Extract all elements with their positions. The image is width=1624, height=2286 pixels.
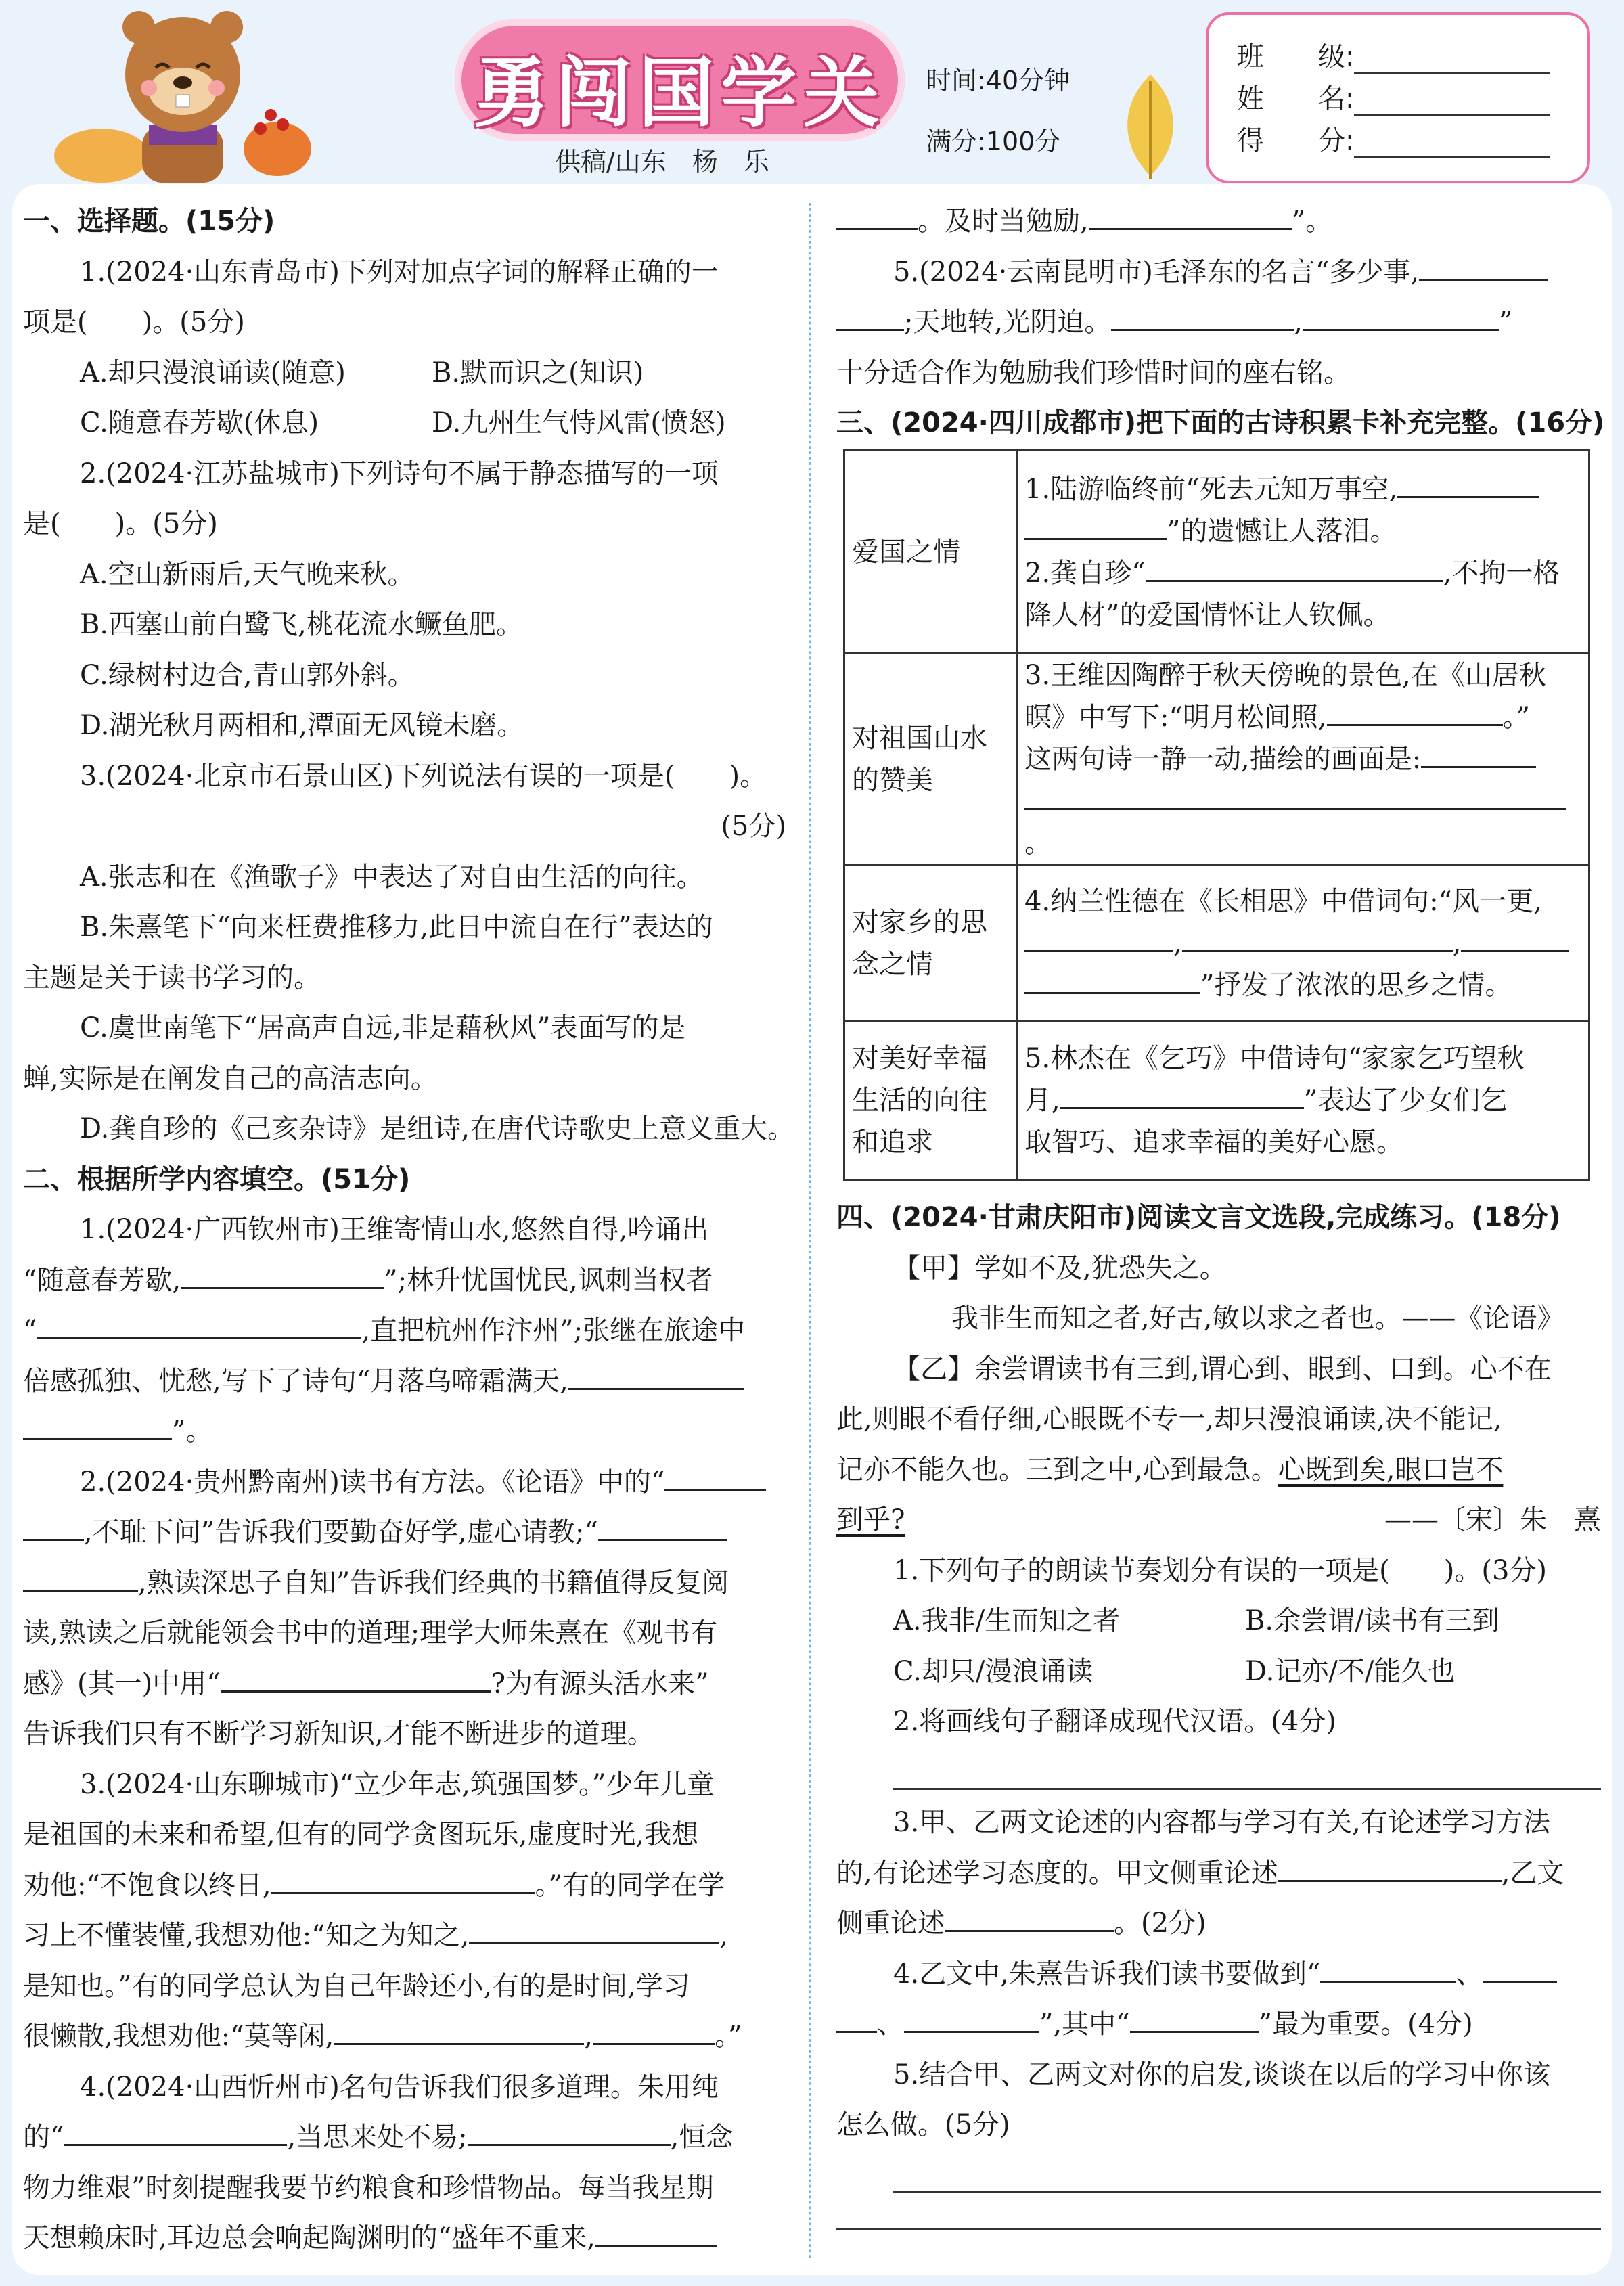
fill-q3-line5: 是知也。”有的同学总认为自己年龄还小,有的是时间,学习	[23, 1970, 690, 2002]
answer-blank[interactable]	[1320, 1954, 1456, 1983]
section-2-heading: 二、根据所学内容填空。(51分)	[23, 1163, 411, 1195]
passage-yi-2: 此,则眼不看仔细,心眼既不专一,却只漫浪诵读,决不能记,	[836, 1404, 1502, 1435]
fill-q3-line3: 劝他:“不饱食以终日, 。”有的同学在学	[23, 1860, 786, 1911]
fill-q5-line3: 十分适合作为勉励我们珍惜时间的座右铭。	[836, 357, 1351, 388]
read-q1-option-c[interactable]: C.却只/漫浪诵读	[893, 1655, 1093, 1687]
answer-blank[interactable]	[836, 201, 918, 230]
q1-options-cd	[23, 398, 786, 449]
answer-blank[interactable]	[664, 1462, 766, 1491]
answer-blank[interactable]	[64, 2117, 287, 2146]
answer-blank[interactable]	[1483, 1954, 1557, 1983]
table-category: 对美好幸福生活的向往和追求	[844, 1021, 1017, 1180]
q2-option-d[interactable]: D.湖光秋月两相和,潭面无风镜未磨。	[80, 710, 524, 741]
read-q5-stem: 5.结合甲、乙两文对你的启发,谈谈在以后的学习中你该	[893, 2059, 1550, 2090]
fill-q2-line6: 告诉我们只有不断学习新知识,才能不断进步的道理。	[23, 1718, 654, 1749]
read-q2-answer-row	[836, 1747, 1601, 1798]
fill-q1-line1: 1.(2024·广西钦州市)王维寄情山水,悠然自得,吟诵出	[80, 1214, 709, 1245]
table-row	[844, 654, 1589, 866]
passage-source: ——〔宋〕朱 熹	[1384, 1504, 1601, 1536]
fill-q1-line3: “ ,直把杭州作汴州”;张继在旅途中	[23, 1305, 786, 1356]
answer-blank[interactable]	[181, 1260, 384, 1289]
right-column	[836, 196, 1605, 449]
leaf-decoration-icon	[1110, 68, 1191, 183]
answer-blank[interactable]	[1461, 923, 1569, 952]
q1-stem: 1.(2024·山东青岛市)下列对加点字词的解释正确的一	[80, 256, 719, 288]
read-q1-options-ab	[836, 1596, 1601, 1646]
answer-blank[interactable]	[1278, 1853, 1502, 1882]
answer-blank[interactable]	[1089, 201, 1292, 230]
class-row	[1237, 35, 1550, 74]
passage-yi-4: 到乎? ——〔宋〕朱 熹	[836, 1495, 1601, 1546]
answer-line[interactable]	[893, 2151, 1601, 2193]
table-content: 5.林杰在《乞巧》中借诗句“家家乞巧望秋 月, ”表达了少女们乞 取智巧、追求幸福的美好心愿。	[1017, 1021, 1589, 1180]
right-column-lower	[836, 1192, 1601, 2251]
class-label: 班 级:	[1237, 41, 1355, 72]
score-row	[1237, 119, 1550, 158]
name-label: 姓 名:	[1237, 83, 1355, 114]
answer-blank[interactable]	[271, 1865, 535, 1894]
fill-q2-line2: ,不耻下问”告诉我们要勤奋好学,虚心请教;“	[23, 1507, 786, 1558]
read-q1-option-a[interactable]: A.我非/生而知之者	[893, 1605, 1121, 1636]
answer-blank[interactable]	[1060, 1080, 1304, 1109]
read-q4-line2: 、 ”,其中“ ”最为重要。(4分)	[836, 1999, 1601, 2050]
answer-blank[interactable]	[23, 1411, 172, 1440]
read-q5-answer-row-2	[836, 2201, 1601, 2251]
read-q3-line3: 侧重论述 。(2分)	[836, 1898, 1601, 1949]
answer-blank[interactable]	[1182, 923, 1453, 952]
time-limit: 时间:40分钟	[926, 66, 1070, 95]
answer-blank[interactable]	[37, 1310, 361, 1339]
fill-q2-line5: 感》(其一)中用“ ?为有源头活水来”	[23, 1659, 786, 1709]
column-divider	[809, 203, 811, 2260]
answer-blank[interactable]	[598, 1512, 727, 1541]
q3-option-c-cont: 蝉,实际是在阐发自己的高洁志向。	[23, 1062, 438, 1094]
fill-q3-line2: 是祖国的未来和希望,但有的同学贪图玩乐,虚度时光,我想	[23, 1819, 699, 1850]
answer-blank[interactable]	[1421, 739, 1536, 768]
poem-card-table	[843, 449, 1590, 1181]
answer-blank[interactable]	[1024, 923, 1173, 952]
q3-option-a[interactable]: A.张志和在《渔歌子》中表达了对自由生活的向往。	[80, 861, 704, 893]
answer-blank[interactable]	[1419, 252, 1548, 281]
answer-blank[interactable]	[1303, 302, 1499, 331]
answer-blank[interactable]	[568, 1361, 744, 1390]
fill-q2-line1: 2.(2024·贵州黔南州)读书有方法。《论语》中的“	[23, 1457, 786, 1508]
table-row	[844, 1021, 1589, 1180]
fill-q4-line4: 天想赖床时,耳边总会响起陶渊明的“盛年不重来,	[23, 2213, 786, 2264]
fill-q1-line5: ”。	[23, 1406, 786, 1457]
answer-blank[interactable]	[469, 1915, 719, 1944]
q1-option-b[interactable]: B.默而识之(知识)	[432, 357, 644, 388]
q2-option-b[interactable]: B.西塞山前白鹭飞,桃花流水鳜鱼肥。	[80, 609, 523, 640]
underlined-sentence: 心既到矣,眼口岂不	[1278, 1454, 1504, 1485]
q2-option-c[interactable]: C.绿树村边合,青山郭外斜。	[80, 659, 415, 691]
table-category: 对家乡的思念之情	[844, 866, 1017, 1021]
answer-blank[interactable]	[1146, 553, 1443, 582]
q1-option-d[interactable]: D.九州生气恃风雷(愤怒)	[432, 407, 726, 439]
name-field[interactable]	[1354, 89, 1550, 116]
read-q5-stem-cont: 怎么做。(5分)	[836, 2109, 1010, 2141]
table-category: 爱国之情	[844, 451, 1017, 654]
fill-q1-line4: 倍感孤独、忧愁,写下了诗句“月落乌啼霜满天,	[23, 1356, 786, 1407]
full-score: 满分:100分	[926, 127, 1061, 156]
score-field[interactable]	[1354, 131, 1550, 158]
name-row	[1237, 77, 1550, 116]
fill-q4-line5: 。及时当勉励, ”。	[836, 196, 1601, 247]
fill-q5-line1: 5.(2024·云南昆明市)毛泽东的名言“多少事,	[836, 247, 1601, 298]
passage-jia-1: 【甲】学如不及,犹恐失之。	[893, 1252, 1227, 1284]
answer-blank[interactable]	[1130, 2004, 1259, 2033]
fill-q1-line2: “随意春芳歇, ”;林升忧国忧民,讽刺当权者	[23, 1255, 786, 1306]
answer-blank[interactable]	[836, 302, 904, 331]
q3-option-c[interactable]: C.虞世南笔下“居高声自远,非是藉秋风”表面写的是	[80, 1012, 686, 1044]
q2-stem: 2.(2024·江苏盐城市)下列诗句不属于静态描写的一项	[80, 457, 719, 489]
read-q3-line2: 的,有论述学习态度的。甲文侧重论述 ,乙文	[836, 1848, 1601, 1899]
q3-points: (5分)	[721, 811, 786, 842]
left-column	[23, 196, 795, 2264]
answer-blank[interactable]	[1397, 469, 1539, 498]
fill-q3-line1: 3.(2024·山东聊城市)“立少年志,筑强国梦。”少年儿童	[80, 1768, 715, 1800]
read-q4-line1: 4.乙文中,朱熹告诉我们读书要做到“ 、	[836, 1949, 1601, 2000]
answer-blank[interactable]	[595, 2218, 717, 2247]
answer-blank[interactable]	[23, 1512, 84, 1541]
section-3-heading: 三、(2024·四川成都市)把下面的古诗积累卡补充完整。(16分)	[836, 407, 1605, 439]
student-info-box	[1206, 12, 1590, 183]
fill-q5-line2: ;天地转,光阴迫。 , ”	[836, 297, 1601, 348]
answer-blank[interactable]	[334, 2016, 584, 2045]
answer-blank[interactable]	[1024, 511, 1167, 540]
table-row	[844, 451, 1589, 654]
beaver-mascot-illustration	[54, 0, 311, 183]
answer-blank[interactable]	[1111, 302, 1294, 331]
fill-q4-line2: 的“ ,当思来处不易; ,恒念	[23, 2112, 786, 2163]
q1-option-c[interactable]: C.随意春芳歇(休息)	[80, 407, 319, 439]
fill-q3-line6: 很懒散,我想劝他:“莫等闲, , 。”	[23, 2011, 786, 2062]
q1-option-a[interactable]: A.却只漫浪诵读(随意)	[80, 357, 346, 388]
read-q1-option-b[interactable]: B.余尝谓/读书有三到	[1245, 1605, 1499, 1636]
answer-blank[interactable]	[221, 1663, 491, 1693]
score-label: 得 分:	[1237, 125, 1355, 156]
passage-jia-2: 我非生而知之者,好古,敏以求之者也。——《论语》	[951, 1303, 1564, 1334]
byline: 供稿/山东 杨 乐	[555, 147, 769, 177]
table-content: 1.陆游临终前“死去元知万事空, ”的遗憾让人落泪。 2.龚自珍“ ,不拘一格 降人材”的爱国情怀让人钦佩。	[1017, 451, 1589, 654]
answer-blank[interactable]	[836, 2004, 877, 2033]
passage-yi-3: 记亦不能久也。三到之中,心到最急。心既到矣,眼口岂不	[836, 1454, 1504, 1485]
answer-blank[interactable]	[593, 2016, 715, 2045]
answer-blank[interactable]	[23, 1563, 138, 1592]
answer-blank[interactable]	[1327, 697, 1503, 726]
q1-stem-cont: 项是( )。(5分)	[23, 307, 245, 338]
q3-option-b-cont: 主题是关于读书学习的。	[23, 962, 321, 993]
fill-q3-line4: 习上不懂装懂,我想劝他:“知之为知之, ,	[23, 1910, 786, 1961]
read-q2-stem: 2.将画线句子翻译成现代汉语。(4分)	[893, 1706, 1336, 1737]
read-q1-stem: 1.下列句子的朗读节奏划分有误的一项是( )。(3分)	[893, 1554, 1548, 1586]
fill-q4-line1: 4.(2024·山西忻州市)名句告诉我们很多道理。朱用纯	[80, 2071, 719, 2103]
read-q3-stem: 3.甲、乙两文论述的内容都与学习有关,有论述学习方法	[893, 1807, 1550, 1838]
q3-option-b[interactable]: B.朱熹笔下“向来枉费推移力,此日中流自在行”表达的	[80, 912, 713, 943]
read-q1-option-d[interactable]: D.记亦/不/能久也	[1245, 1655, 1456, 1687]
q1-options-ab	[23, 348, 786, 399]
page-title: 勇闯国学关	[473, 49, 886, 137]
class-field[interactable]	[1354, 47, 1550, 74]
answer-blank[interactable]	[1024, 965, 1200, 994]
read-q1-options-cd	[836, 1646, 1601, 1697]
q2-stem-cont: 是( )。(5分)	[23, 508, 218, 539]
table-row	[844, 866, 1589, 1021]
table-category: 对祖国山水的赞美	[844, 654, 1017, 866]
fill-q2-line3: ,熟读深思子自知”告诉我们经典的书籍值得反复阅	[23, 1558, 786, 1609]
q2-option-a[interactable]: A.空山新雨后,天气晚来秋。	[80, 558, 415, 590]
answer-blank[interactable]	[1024, 781, 1566, 810]
read-q5-answer-row-1	[836, 2151, 1601, 2201]
section-4-heading: 四、(2024·甘肃庆阳市)阅读文言文选段,完成练习。(18分)	[836, 1202, 1561, 1233]
answer-line[interactable]	[836, 2201, 1601, 2230]
page-header	[0, 0, 1624, 183]
q3-option-d[interactable]: D.龚自珍的《己亥杂诗》是组诗,在唐代诗歌史上意义重大。	[80, 1113, 795, 1144]
answer-blank[interactable]	[904, 2004, 1039, 2033]
answer-line[interactable]	[893, 1747, 1601, 1790]
q3-stem: 3.(2024·北京市石景山区)下列说法有误的一项是( )。	[80, 760, 767, 792]
fill-q2-line4: 读,熟读之后就能领会书中的道理;理学大师朱熹在《观书有	[23, 1617, 718, 1649]
title-banner	[455, 19, 905, 141]
fill-q4-line3: 物力维艰”时刻提醒我要节约粮食和珍惜物品。每当我星期	[23, 2172, 714, 2203]
answer-blank[interactable]	[468, 2117, 671, 2146]
section-1-heading: 一、选择题。(15分)	[23, 206, 275, 237]
answer-blank[interactable]	[945, 1903, 1114, 1932]
passage-yi-1: 【乙】余尝谓读书有三到,谓心到、眼到、口到。心不在	[893, 1353, 1552, 1385]
table-content: 3.王维因陶醉于秋天傍晚的景色,在《山居秋 暝》中写下:“明月松间照, 。” 这两句诗一静一动,描绘的画面是: 。	[1017, 654, 1589, 866]
table-content: 4.纳兰性德在《长相思》中借词句:“风一更, , , ”抒发了浓浓的思乡之情。	[1017, 866, 1589, 1021]
